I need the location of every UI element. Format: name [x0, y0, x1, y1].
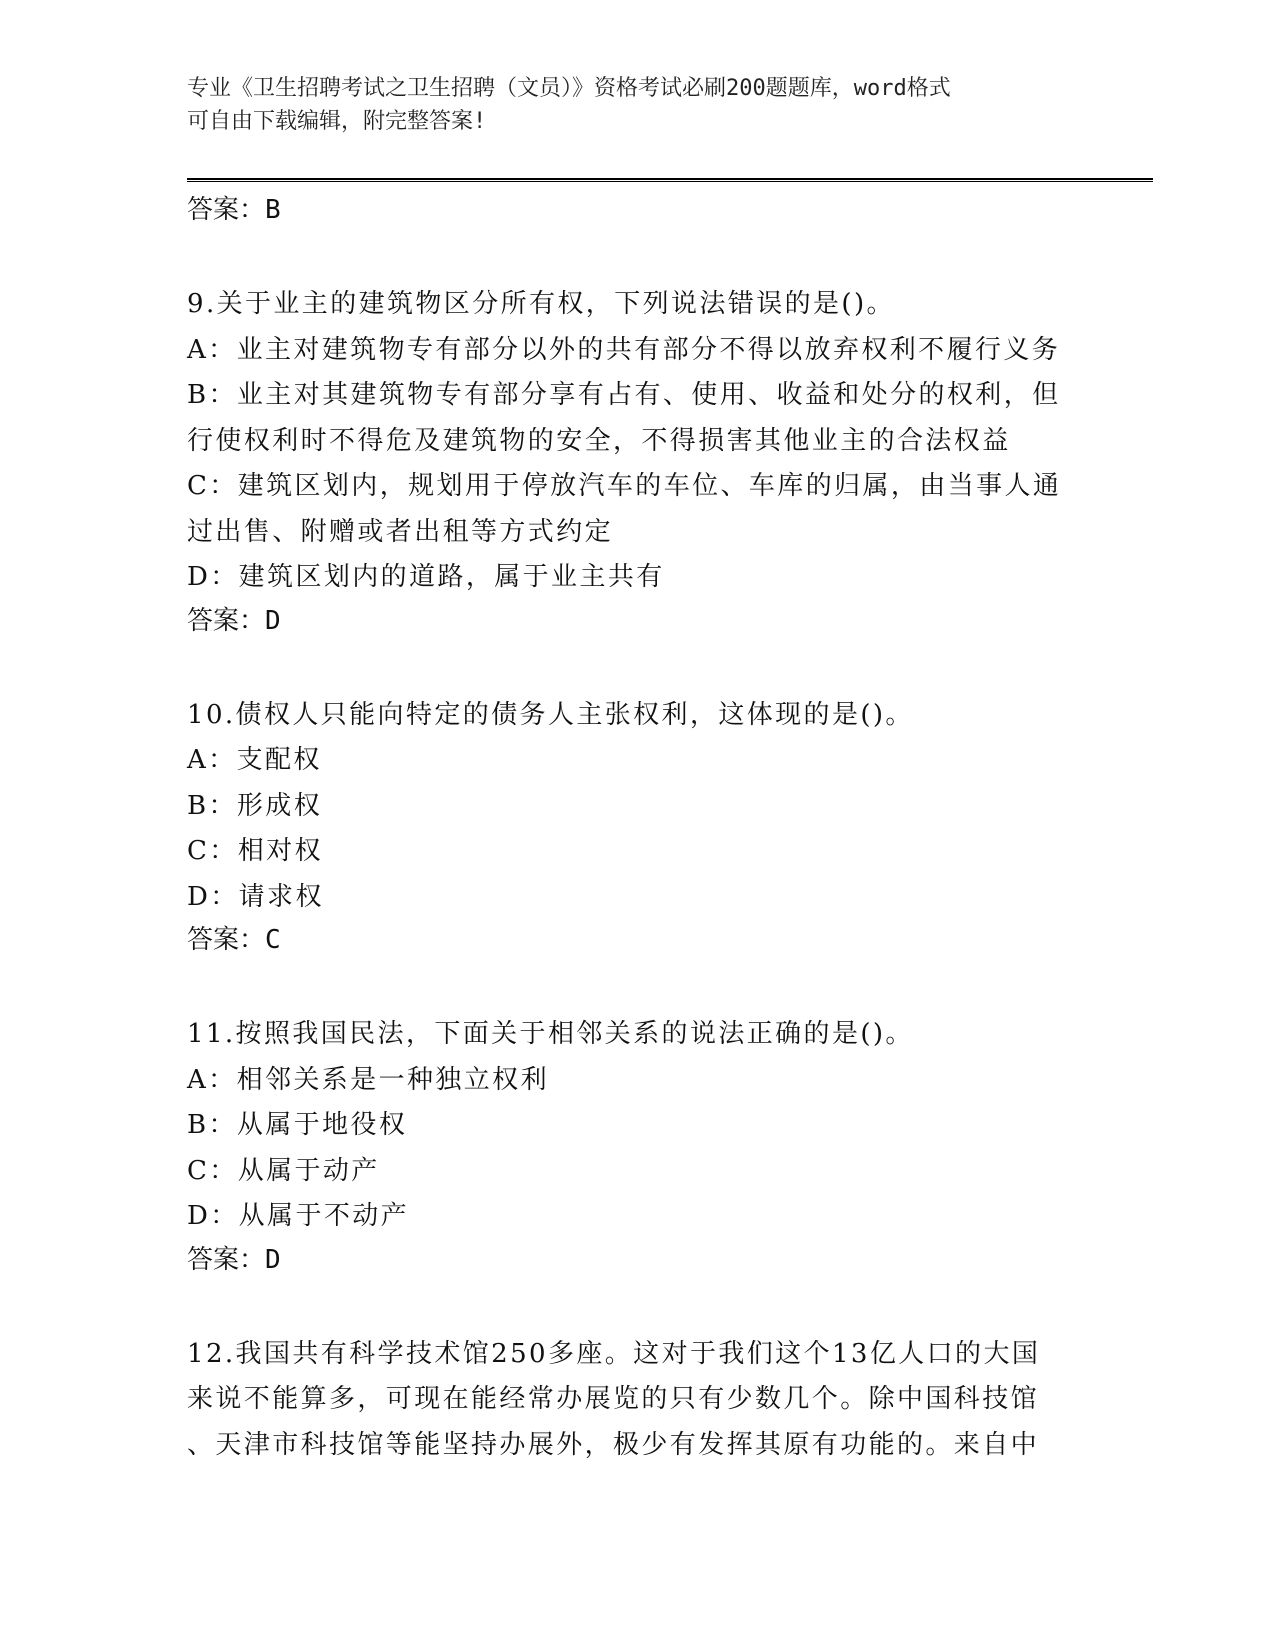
- question-10: [187, 693, 1067, 961]
- page-header: [187, 72, 1087, 138]
- question-stem-line-1: 12.我国共有科学技术馆250多座。这对于我们这个13亿人口的大国: [187, 1338, 1041, 1369]
- header-line-2: 可自由下载编辑，附完整答案!: [187, 109, 487, 134]
- question-stem-line-3: 、天津市科技馆等能坚持办展外，极少有发挥其原有功能的。来自中: [187, 1429, 1040, 1460]
- header-line-1: 专业《卫生招聘考试之卫生招聘（文员）》资格考试必刷200题题库，word格式: [187, 76, 951, 101]
- question-stem: 10.债权人只能向特定的债务人主张权利，这体现的是()。: [187, 699, 914, 730]
- option-b: B：业主对其建筑物专有部分享有占有、使用、收益和处分的权利，但: [187, 380, 1061, 410]
- option-c: C：从属于动产: [187, 1155, 380, 1186]
- answer-line: 答案：D: [187, 1244, 281, 1275]
- question-12: [187, 1332, 1067, 1469]
- option-a: A：业主对建筑物专有部分以外的共有部分不得以放弃权利不履行义务: [187, 334, 1061, 365]
- answer-line: 答案：C: [187, 925, 281, 955]
- question-9: [187, 282, 1067, 641]
- option-a: A：支配权: [187, 745, 322, 775]
- option-a: A：相邻关系是一种独立权利: [187, 1064, 549, 1095]
- question-stem: 9.关于业主的建筑物区分所有权，下列说法错误的是()。: [187, 289, 895, 319]
- answer-line: 答案：B: [187, 195, 281, 225]
- option-d: D：请求权: [187, 881, 324, 912]
- answer-line: 答案：D: [187, 605, 281, 636]
- option-b-continued: 行使权利时不得危及建筑物的安全，不得损害其他业主的合法权益: [187, 425, 1011, 456]
- question-stem: 11.按照我国民法，下面关于相邻关系的说法正确的是()。: [187, 1019, 914, 1049]
- option-d: D：建筑区划内的道路，属于业主共有: [187, 562, 665, 592]
- option-c: C：相对权: [187, 836, 323, 866]
- option-d: D：从属于不动产: [187, 1201, 410, 1231]
- option-b: B：形成权: [187, 790, 323, 821]
- option-c-continued: 过出售、附赠或者出租等方式约定: [187, 516, 614, 547]
- option-c: C：建筑区划内，规划用于停放汽车的车位、车库的归属，由当事人通: [187, 471, 1062, 501]
- question-stem-line-2: 来说不能算多，可现在能经常办展览的只有少数几个。除中国科技馆: [187, 1384, 1040, 1414]
- option-b: B：从属于地役权: [187, 1110, 408, 1140]
- document-body: [187, 190, 1067, 1468]
- header-divider: [187, 178, 1153, 182]
- question-11: [187, 1012, 1067, 1280]
